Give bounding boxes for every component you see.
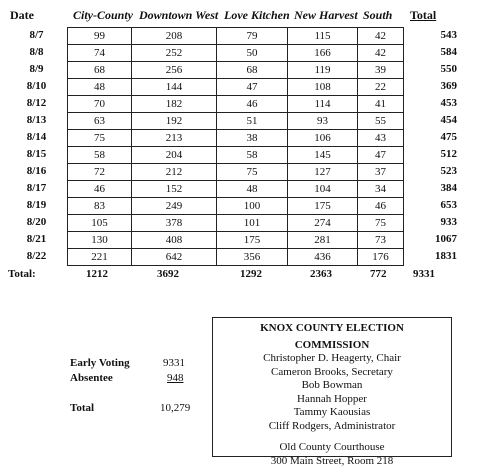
header-downtown-west: Downtown West [139,8,218,23]
row-total: 384 [403,180,463,197]
header-date: Date [10,8,34,23]
total-value: 10,279 [160,402,190,414]
table-cell: 145 [288,147,358,164]
member-hopper: Hannah Hopper [213,393,451,407]
row-date: 8/19 [0,197,67,214]
address-line-1: Old County Courthouse [213,441,451,455]
table-cell: 192 [132,113,217,130]
table-cell: 256 [132,62,217,79]
row-date: 8/22 [0,248,67,265]
table-row [68,181,404,198]
table-row [68,130,404,147]
totals-row [0,268,478,282]
table-cell: 47 [217,79,288,96]
table-cell: 41 [358,96,404,113]
table-cell: 176 [358,249,404,266]
table-cell: 436 [288,249,358,266]
table-cell: 75 [68,130,132,147]
absentee-value: 948 [167,372,184,384]
table-cell: 63 [68,113,132,130]
table-row [68,249,404,266]
total-label: Total [70,402,94,414]
table-row [68,198,404,215]
member-bowman: Bob Bowman [213,379,451,393]
table-cell: 642 [132,249,217,266]
table-cell: 166 [288,45,358,62]
row-total: 369 [403,78,463,95]
member-secretary: Cameron Brooks, Secretary [213,366,451,380]
row-total: 550 [403,61,463,78]
total-city-county: 1212 [86,268,108,280]
table-cell: 408 [132,232,217,249]
table-cell: 55 [358,113,404,130]
total-new-harvest: 2363 [310,268,332,280]
row-date: 8/14 [0,129,67,146]
table-row [68,28,404,45]
table-cell: 115 [288,28,358,45]
table-cell: 48 [217,181,288,198]
table-cell: 249 [132,198,217,215]
row-total: 512 [403,146,463,163]
row-date: 8/9 [0,61,67,78]
commission-box [212,317,452,457]
row-total: 1831 [403,248,463,265]
row-date: 8/15 [0,146,67,163]
table-cell: 252 [132,45,217,62]
table-row [68,62,404,79]
table-cell: 73 [358,232,404,249]
row-total: 1067 [403,231,463,248]
date-column [0,27,67,265]
table-cell: 34 [358,181,404,198]
table-cell: 68 [68,62,132,79]
table-cell: 42 [358,45,404,62]
header-new-harvest: New Harvest [294,8,358,23]
row-date: 8/16 [0,163,67,180]
turnout-table [67,27,404,266]
table-cell: 75 [217,164,288,181]
table-cell: 46 [217,96,288,113]
table-cell: 119 [288,62,358,79]
table-cell: 101 [217,215,288,232]
table-cell: 182 [132,96,217,113]
table-cell: 127 [288,164,358,181]
table-row [68,96,404,113]
table-cell: 152 [132,181,217,198]
header-south: South [363,8,392,23]
row-total: 454 [403,112,463,129]
row-total: 523 [403,163,463,180]
table-cell: 105 [68,215,132,232]
row-total: 543 [403,27,463,44]
table-cell: 74 [68,45,132,62]
table-cell: 378 [132,215,217,232]
table-cell: 48 [68,79,132,96]
grand-total: 9331 [413,268,435,280]
member-chair: Christopher D. Heagerty, Chair [213,352,451,366]
table-cell: 46 [358,198,404,215]
table-cell: 108 [288,79,358,96]
table-cell: 58 [68,147,132,164]
commission-title-2: COMMISSION [213,339,451,352]
total-south: 772 [370,268,387,280]
table-cell: 204 [132,147,217,164]
row-total: 584 [403,44,463,61]
table-cell: 22 [358,79,404,96]
table-cell: 37 [358,164,404,181]
table-cell: 104 [288,181,358,198]
table-row [68,79,404,96]
table-cell: 47 [358,147,404,164]
table-cell: 212 [132,164,217,181]
row-date: 8/20 [0,214,67,231]
row-date: 8/12 [0,95,67,112]
table-cell: 208 [132,28,217,45]
table-cell: 114 [288,96,358,113]
table-cell: 221 [68,249,132,266]
table-cell: 100 [217,198,288,215]
row-date: 8/17 [0,180,67,197]
table-cell: 79 [217,28,288,45]
total-downtown-west: 3692 [157,268,179,280]
table-row [68,215,404,232]
row-date: 8/21 [0,231,67,248]
absentee-label: Absentee [70,372,113,384]
table-cell: 58 [217,147,288,164]
early-voting-value: 9331 [163,357,185,369]
table-header [0,8,478,24]
table-row [68,232,404,249]
early-voting-label: Early Voting [70,357,130,369]
row-date: 8/7 [0,27,67,44]
row-date: 8/8 [0,44,67,61]
header-city-county: City-County [73,8,133,23]
table-cell: 281 [288,232,358,249]
table-cell: 43 [358,130,404,147]
row-total: 653 [403,197,463,214]
header-total: Total [410,8,436,23]
table-cell: 144 [132,79,217,96]
table-cell: 83 [68,198,132,215]
table-cell: 99 [68,28,132,45]
row-date: 8/10 [0,78,67,95]
total-column [403,27,463,265]
table-cell: 68 [217,62,288,79]
table-cell: 213 [132,130,217,147]
totals-label: Total: [8,268,36,280]
table-cell: 46 [68,181,132,198]
address-line-2: 300 Main Street, Room 218 [213,455,451,468]
table-cell: 106 [288,130,358,147]
table-cell: 175 [288,198,358,215]
table-cell: 93 [288,113,358,130]
table-row [68,147,404,164]
table-row [68,164,404,181]
member-administrator: Cliff Rodgers, Administrator [213,420,451,434]
table-cell: 51 [217,113,288,130]
row-date: 8/13 [0,112,67,129]
table-cell: 274 [288,215,358,232]
table-cell: 38 [217,130,288,147]
header-love-kitchen: Love Kitchen [224,8,290,23]
row-total: 453 [403,95,463,112]
table-cell: 72 [68,164,132,181]
row-total: 933 [403,214,463,231]
table-cell: 70 [68,96,132,113]
table-cell: 42 [358,28,404,45]
table-cell: 75 [358,215,404,232]
table-cell: 50 [217,45,288,62]
table-row [68,113,404,130]
total-love-kitchen: 1292 [240,268,262,280]
table-row [68,45,404,62]
table-cell: 39 [358,62,404,79]
commission-title-1: KNOX COUNTY ELECTION [213,322,451,335]
table-cell: 356 [217,249,288,266]
row-total: 475 [403,129,463,146]
table-cell: 175 [217,232,288,249]
table-cell: 130 [68,232,132,249]
member-kaousias: Tammy Kaousias [213,406,451,420]
